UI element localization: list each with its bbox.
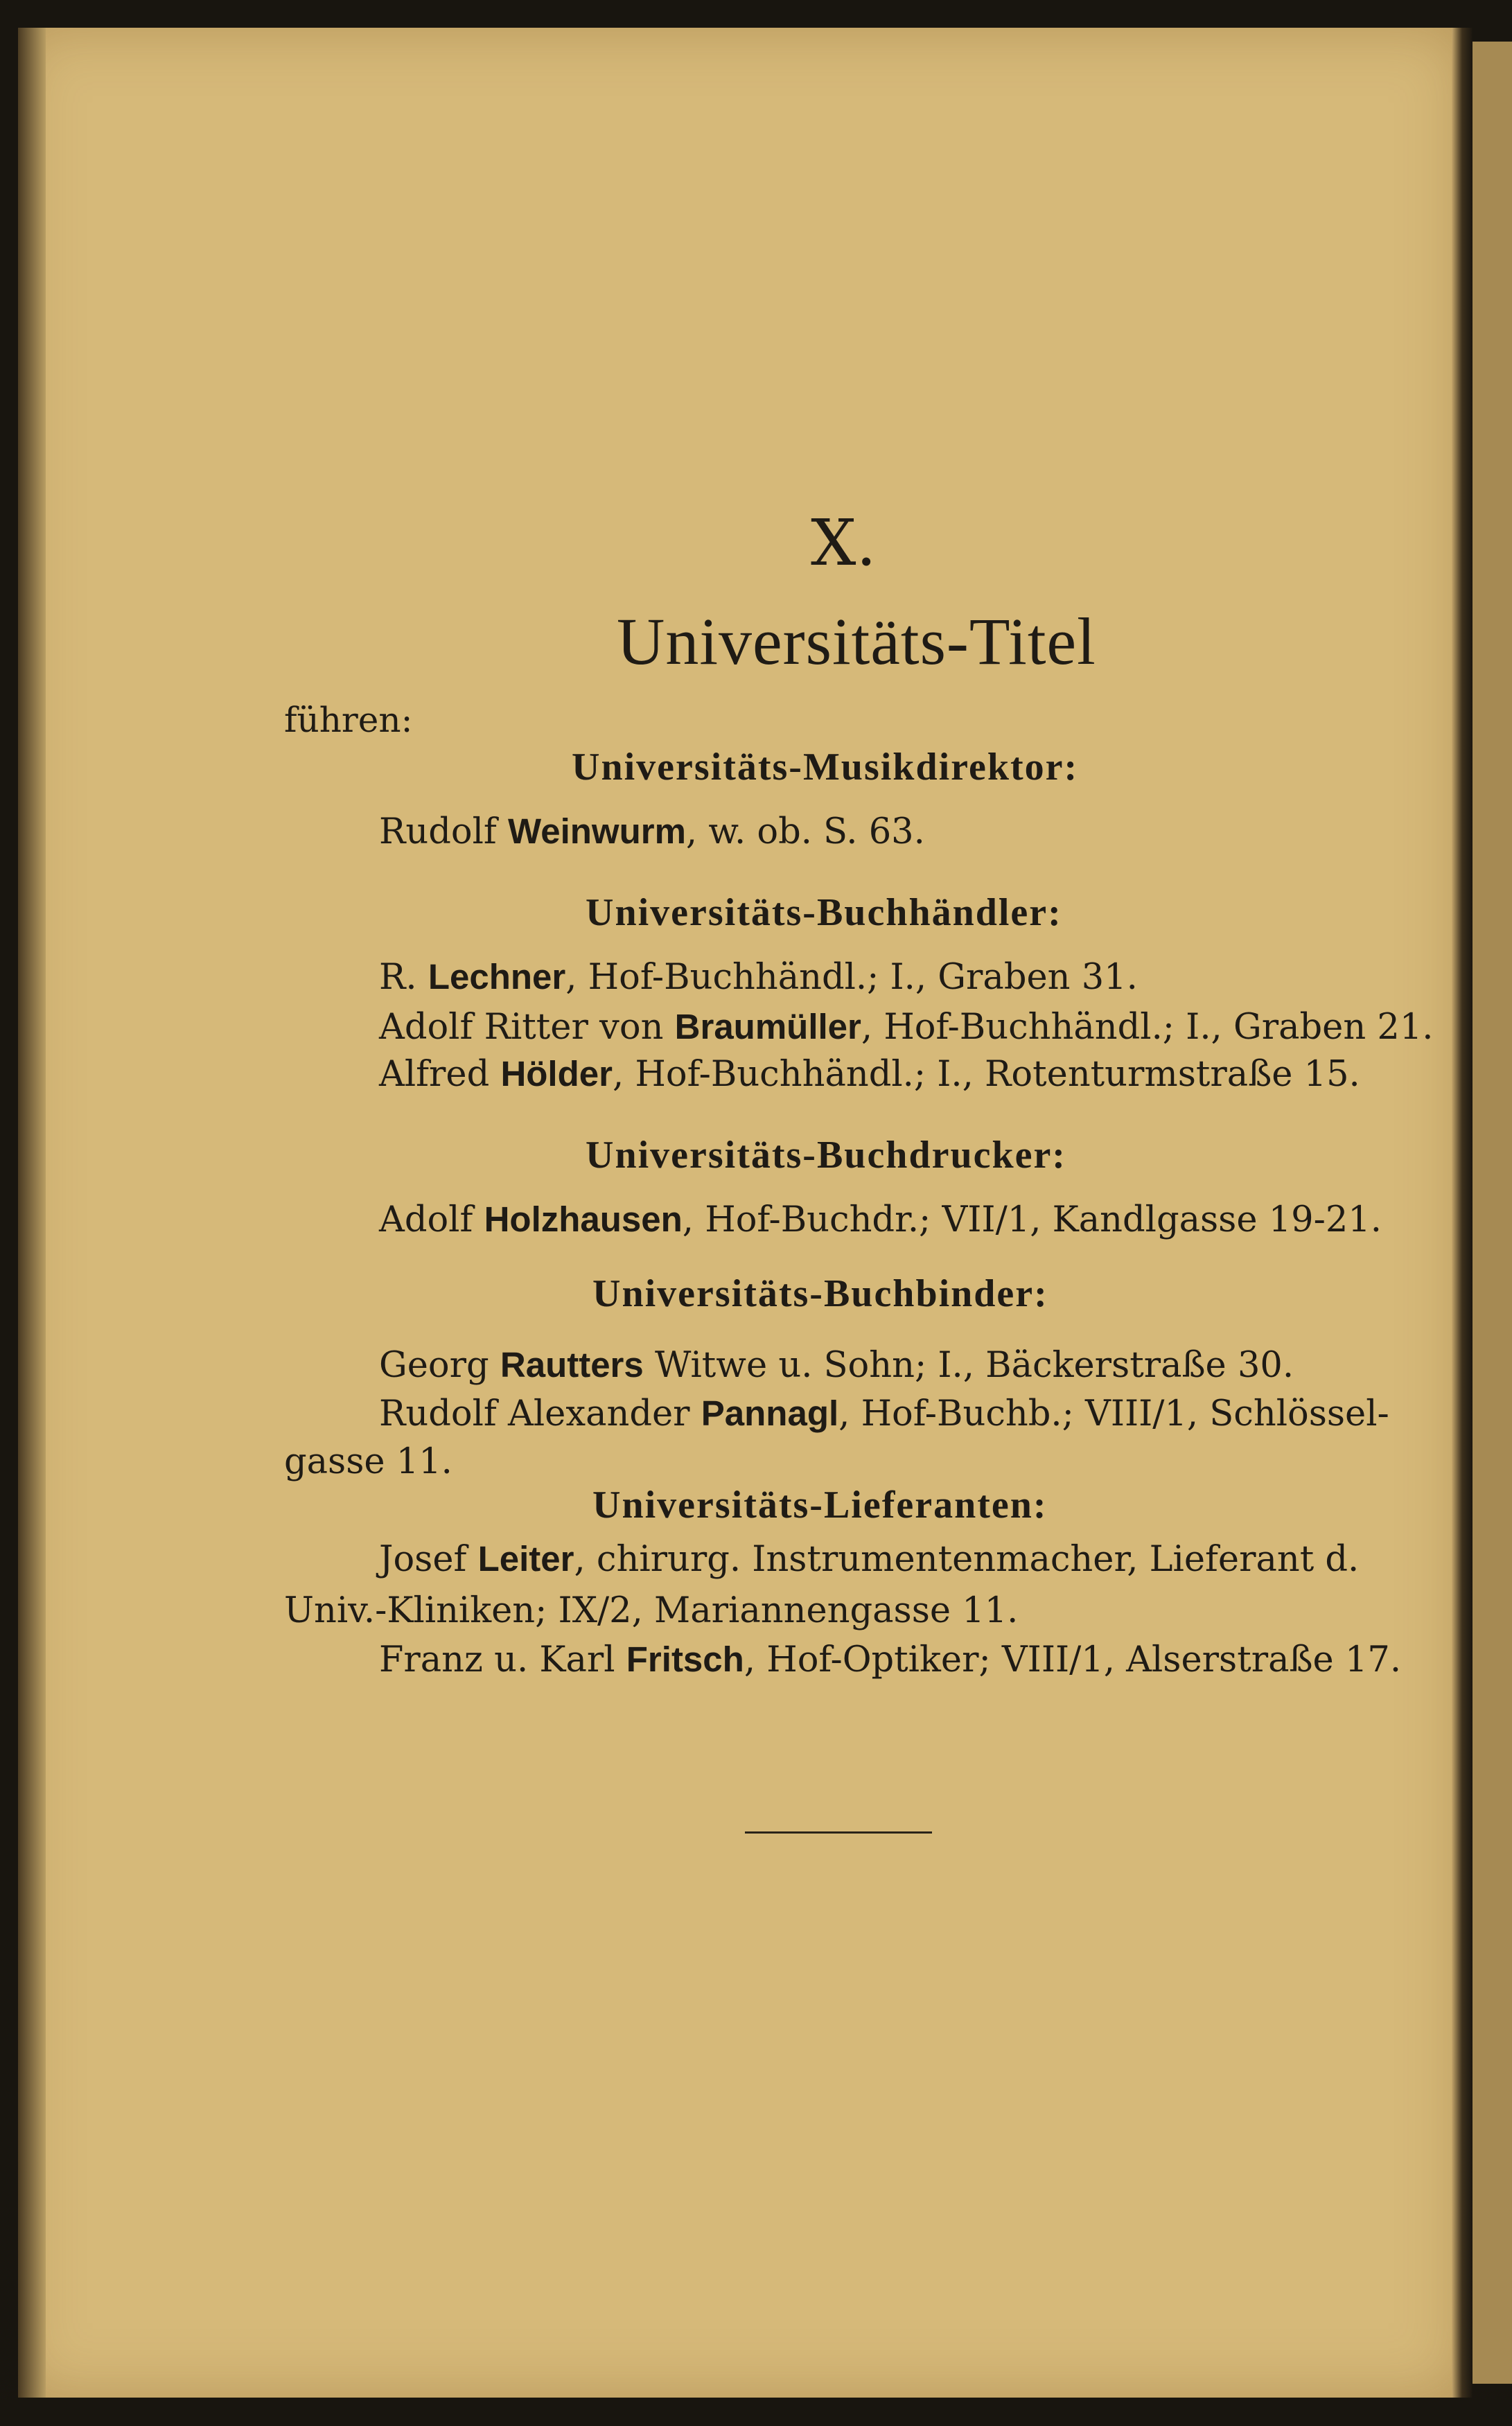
entry-name: Lechner: [428, 957, 566, 996]
entry-line: R. Lechner, Hof-Buchhändl.; I., Graben 31.: [379, 957, 1138, 998]
end-rule: [745, 1831, 932, 1834]
entry-name: Leiter: [477, 1539, 574, 1579]
entry-name: Fritsch: [626, 1640, 744, 1679]
entry-line: Georg Rautters Witwe u. Sohn; I., Bäckerstraße 30.: [379, 1345, 1294, 1386]
entry-line: Franz u. Karl Fritsch, Hof-Optiker; VIII/1, Alserstraße 17.: [379, 1640, 1402, 1680]
entry-name: Hölder: [500, 1054, 613, 1093]
section-heading-buchdrucker: Universitäts-Buchdrucker:: [586, 1134, 1066, 1177]
entry-name: Pannagl: [701, 1394, 839, 1433]
page-edge: [18, 28, 46, 2398]
entry-line: Josef Leiter, chirurg. Instrumentenmacher, Lieferant d.: [379, 1539, 1360, 1580]
entry-name: Rautters: [500, 1345, 644, 1385]
entry-line: Rudolf Alexander Pannagl, Hof-Buchb.; VIII/1, Schlössel-: [379, 1394, 1389, 1434]
chapter-number: X.: [811, 506, 877, 580]
entry-name: Weinwurm: [508, 811, 686, 851]
section-heading-buchbinder: Universitäts-Buchbinder:: [592, 1272, 1048, 1315]
entry-continuation: gasse 11.: [284, 1441, 452, 1482]
intro-text: führen:: [284, 700, 413, 740]
section-heading-musikdirektor: Universitäts-Musikdirektor:: [572, 746, 1079, 789]
entry-name: Braumüller: [674, 1007, 861, 1046]
entry-line: Rudolf Weinwurm, w. ob. S. 63.: [379, 811, 925, 852]
book-gutter: [1452, 28, 1473, 2398]
facing-page-edge: [1473, 42, 1512, 2384]
section-heading-buchhaendler: Universitäts-Buchhändler:: [586, 891, 1062, 934]
section-heading-lieferanten: Universitäts-Lieferanten:: [592, 1484, 1048, 1527]
entry-name: Holzhausen: [484, 1199, 683, 1239]
page-title: Universitäts-Titel: [617, 604, 1096, 678]
entry-line: Adolf Holzhausen, Hof-Buchdr.; VII/1, Kandlgasse 19-21.: [379, 1199, 1382, 1240]
entry-line: Adolf Ritter von Braumüller, Hof-Buchhändl.; I., Graben 21.: [379, 1007, 1434, 1048]
entry-line: Alfred Hölder, Hof-Buchhändl.; I., Rotenturmstraße 15.: [379, 1054, 1360, 1095]
entry-continuation: Univ.-Kliniken; IX/2, Mariannengasse 11.: [284, 1590, 1019, 1631]
